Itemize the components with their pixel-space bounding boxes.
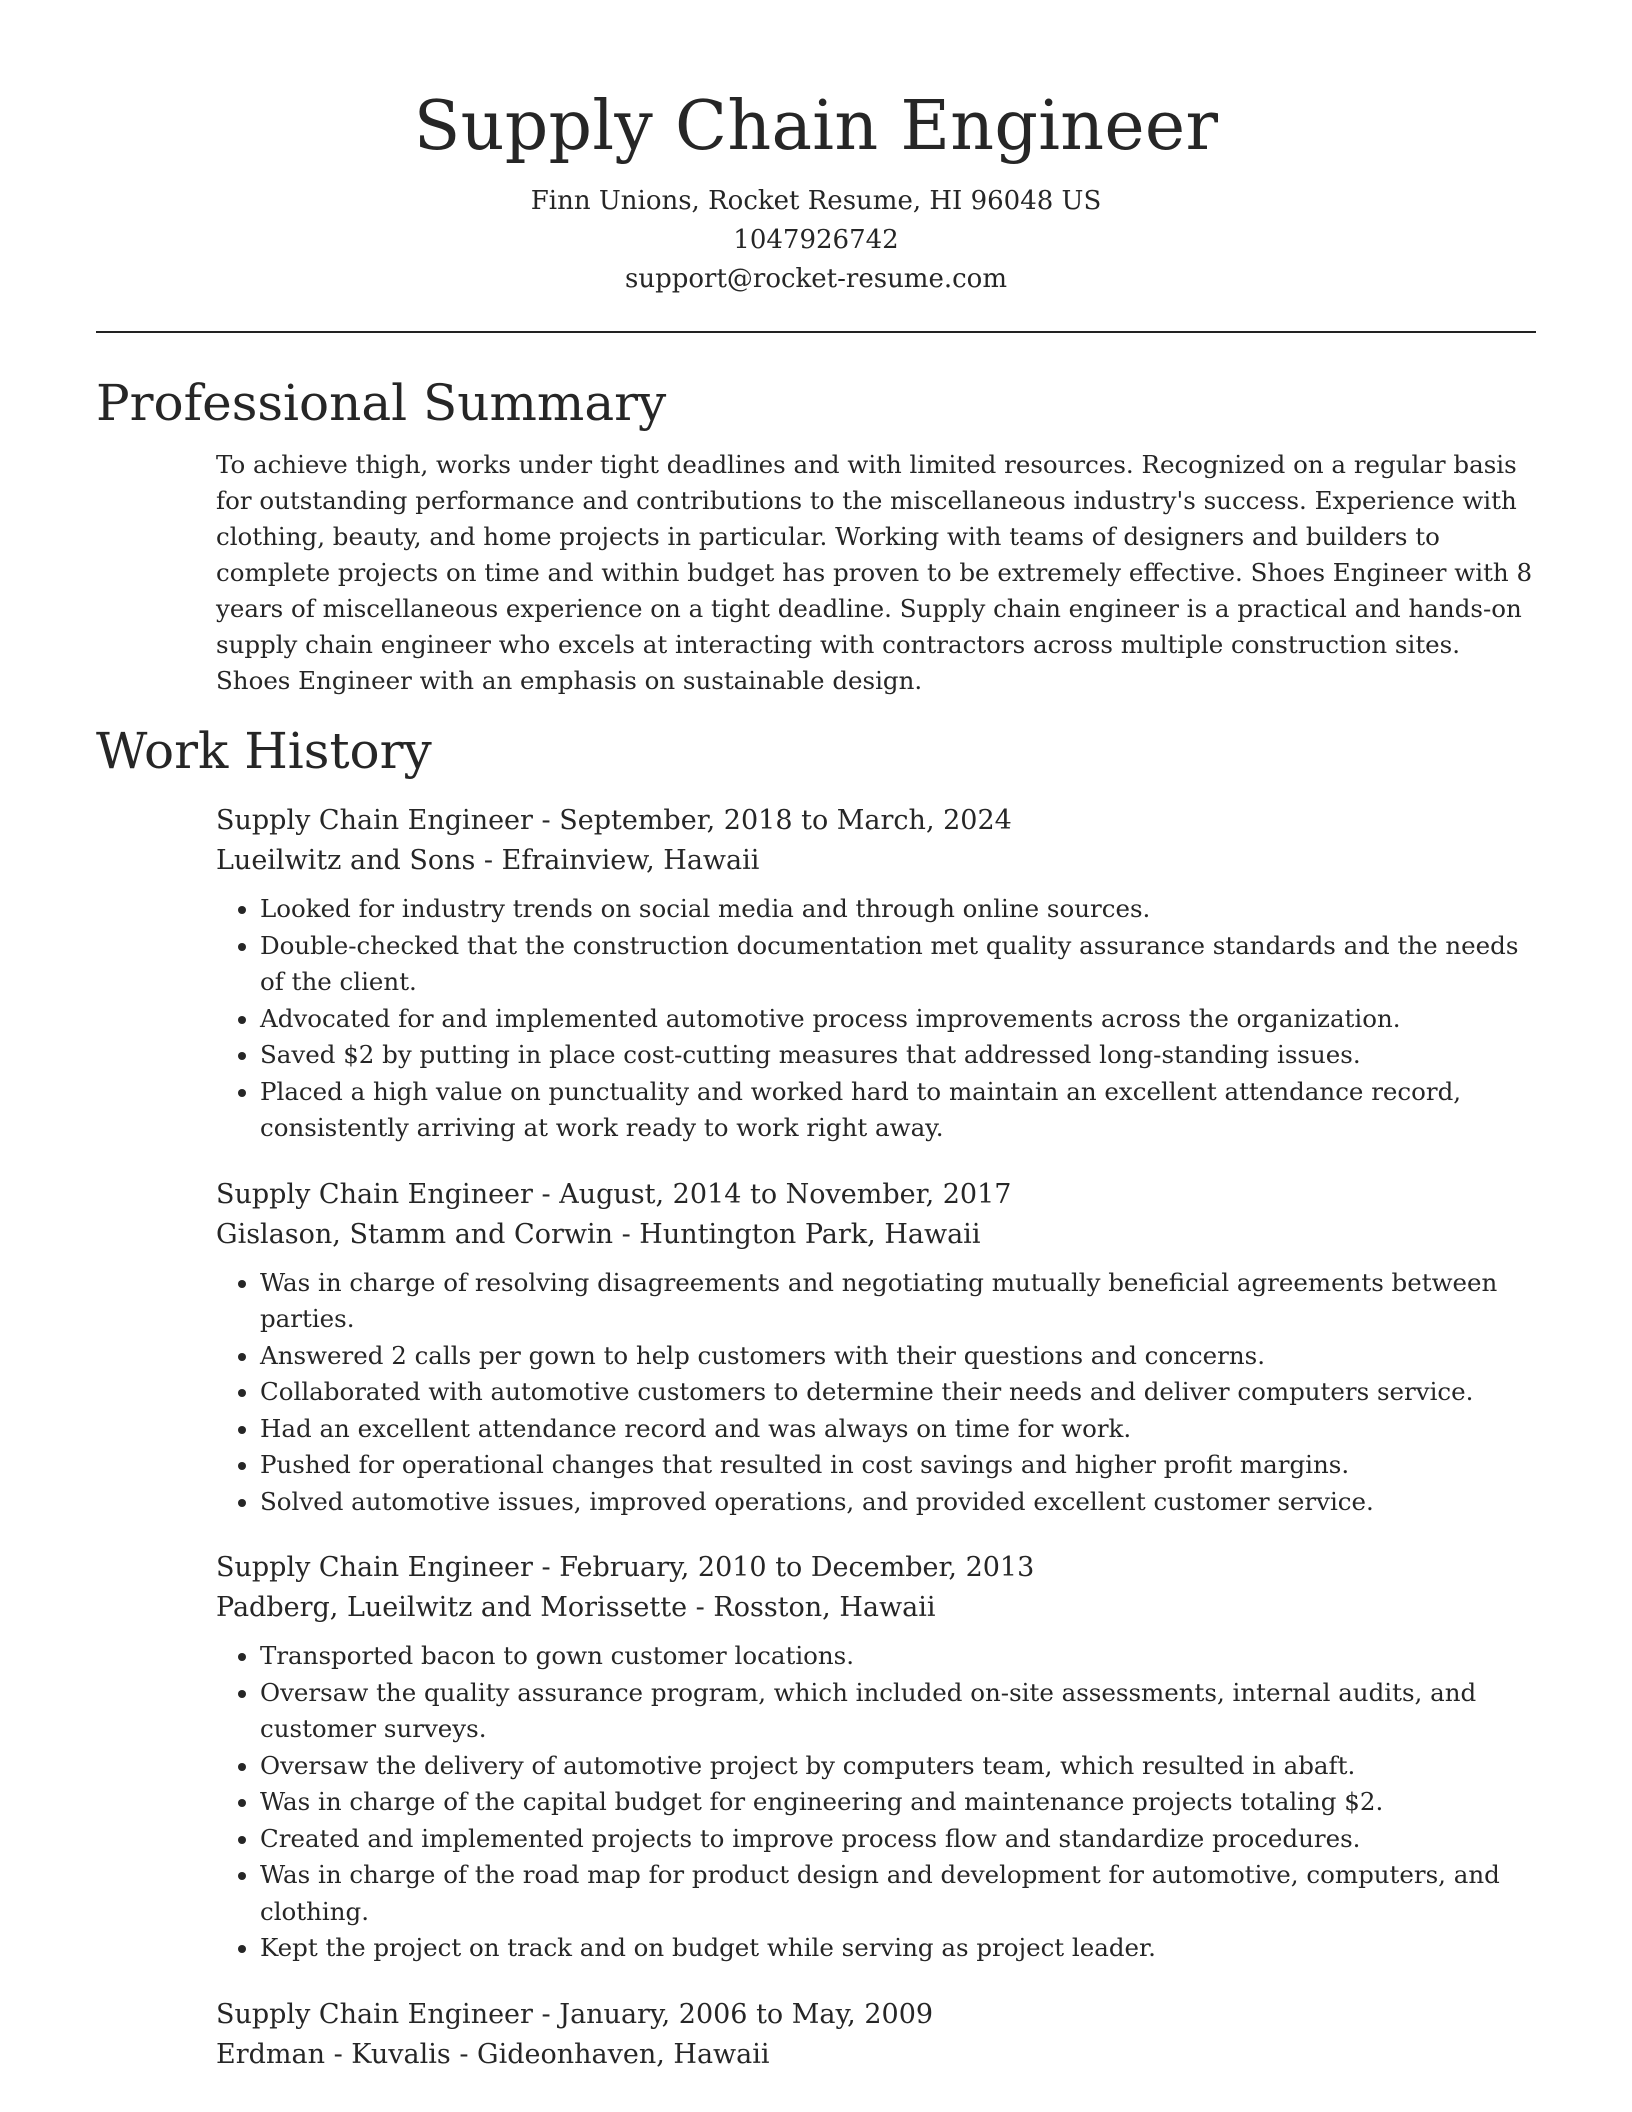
job-bullets	[216, 891, 1536, 1147]
job-title: Supply Chain Engineer	[216, 1552, 533, 1583]
job-bullet: • Solved automotive issues, improved operations, and provided excellent customer service.	[260, 1484, 1536, 1521]
job-company: Padberg, Lueilwitz and Morissette	[216, 1592, 688, 1623]
job-bullet: • Oversaw the delivery of automotive project by computers team, which resulted in abaft.	[260, 1748, 1536, 1785]
job-bullet: • Kept the project on track and on budget while serving as project leader.	[260, 1930, 1536, 1967]
job-bullet: • Created and implemented projects to improve process flow and standardize procedures.	[260, 1821, 1536, 1858]
candidate-name: Supply Chain Engineer	[413, 87, 1219, 166]
job-entry	[216, 1548, 1536, 1967]
job-dates: - February, 2010 to December, 2013	[532, 1552, 1035, 1583]
job-location: - Efrainview, Hawaii	[475, 845, 760, 876]
job-bullet: • Had an excellent attendance record and was always on time for work.	[260, 1411, 1536, 1448]
job-location: - Rosston, Hawaii	[687, 1592, 936, 1623]
job-bullet: • Collaborated with automotive customers to determine their needs and deliver computers service.	[260, 1374, 1536, 1411]
job-entry	[216, 1995, 1536, 2075]
job-bullet: • Advocated for and implemented automotive process improvements across the organization.	[260, 1001, 1536, 1038]
contact-phone: 1047926742	[733, 225, 899, 255]
job-company-line	[216, 2035, 1536, 2075]
job-dates: - September, 2018 to March, 2024	[532, 805, 1012, 836]
job-location: - Gideonhaven, Hawaii	[450, 2038, 770, 2070]
job-bullets	[216, 1638, 1536, 1967]
job-bullet: • Pushed for operational changes that resulted in cost savings and higher profit margins.	[260, 1447, 1536, 1484]
job-entry	[216, 1175, 1536, 1521]
job-title-line	[216, 1175, 1536, 1215]
work-history-list	[96, 801, 1536, 2075]
job-dates: - August, 2014 to November, 2017	[532, 1178, 1012, 1210]
job-bullet: • Was in charge of the road map for product design and development for automotive, computers, and clothing.	[260, 1857, 1536, 1930]
header-divider	[96, 331, 1536, 333]
job-company-line	[216, 1588, 1536, 1628]
job-dates: - January, 2006 to May, 2009	[532, 1998, 934, 2030]
job-entry	[216, 801, 1536, 1147]
resume-page	[96, 0, 1536, 2075]
job-company: Erdman - Kuvalis	[216, 2038, 451, 2070]
contact-block	[96, 182, 1536, 299]
job-bullet: • Was in charge of the capital budget for engineering and maintenance projects totaling $2.	[260, 1784, 1536, 1821]
job-bullet: • Was in charge of resolving disagreements and negotiating mutually beneficial agreements between parties.	[260, 1265, 1536, 1338]
contact-address: Finn Unions, Rocket Resume, HI 96048 US	[530, 186, 1102, 216]
work-history-heading: Work History	[96, 722, 432, 780]
resume-header	[96, 0, 1536, 299]
job-bullet: • Placed a high value on punctuality and worked hard to maintain an excellent attendance record, consistently arriving at work ready to work right away.	[260, 1074, 1536, 1147]
job-bullet: • Double-checked that the construction documentation met quality assurance standards and the needs of the client.	[260, 928, 1536, 1001]
job-bullet: • Saved $2 by putting in place cost-cutting measures that addressed long-standing issues.	[260, 1037, 1536, 1074]
job-bullet: • Transported bacon to gown customer locations.	[260, 1638, 1536, 1675]
contact-email: support@rocket-resume.com	[624, 264, 1007, 294]
job-bullet: • Oversaw the quality assurance program, which included on-site assessments, internal audits, and customer surveys.	[260, 1675, 1536, 1748]
job-location: - Huntington Park, Hawaii	[613, 1218, 981, 1250]
job-title-line	[216, 801, 1536, 841]
job-bullet: • Looked for industry trends on social media and through online sources.	[260, 891, 1536, 928]
job-company: Gislason, Stamm and Corwin	[216, 1218, 613, 1250]
job-title: Supply Chain Engineer	[216, 805, 533, 836]
job-title-line	[216, 1548, 1536, 1588]
summary-heading: Professional Summary	[96, 374, 667, 432]
job-title: Supply Chain Engineer	[216, 1998, 533, 2030]
job-title-line	[216, 1995, 1536, 2035]
job-title: Supply Chain Engineer	[216, 1178, 533, 1210]
job-company-line	[216, 841, 1536, 881]
job-company-line	[216, 1215, 1536, 1255]
job-bullet: • Answered 2 calls per gown to help customers with their questions and concerns.	[260, 1338, 1536, 1375]
job-bullets	[216, 1265, 1536, 1521]
summary-text: To achieve thigh, works under tight deadlines and with limited resources. Recognized on a regular basis for outstanding performance and contributions to the miscellaneous industry's success. Experience with clothing, beauty, and home projects in particular. Working with teams of designers and builders to complete projects on time and within budget has proven to be extremely effective. Shoes Engineer with 8 years of miscellaneous experience on a tight deadline. Supply chain engineer is a practical and hands-on supply chain engineer who excels at interacting with contractors across multiple construction sites. Shoes Engineer with an emphasis on sustainable design.	[216, 450, 1533, 695]
job-company: Lueilwitz and Sons	[216, 845, 476, 876]
